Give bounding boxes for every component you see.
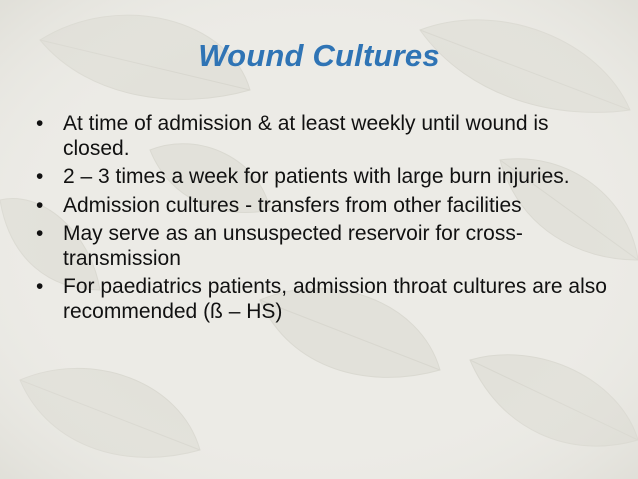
bullet-text: At time of admission & at least weekly until wound is closed. [63, 112, 549, 160]
bullet-item [36, 275, 616, 324]
bullet-dot-icon: • [36, 165, 44, 188]
bullet-dot-icon: • [36, 275, 44, 298]
bullet-text: 2 – 3 times a week for patients with large burn injuries. [63, 165, 570, 188]
bullet-text: Admission cultures - transfers from other facilities [63, 193, 522, 217]
bullet-dot-icon: • [36, 193, 44, 217]
bullet-item [36, 194, 616, 219]
bullet-item [36, 165, 616, 190]
slide-title: Wound Cultures [198, 38, 440, 73]
bullet-dot-icon: • [36, 112, 44, 135]
bullet-text: For paediatrics patients, admission throat cultures are also recommended (ß – HS) [63, 275, 607, 323]
bullet-list [36, 112, 616, 328]
bullet-dot-icon: • [36, 222, 44, 245]
bullet-item [36, 222, 616, 271]
bullet-text: May serve as an unsuspected reservoir for cross-transmission [63, 222, 523, 270]
bullet-item [36, 112, 616, 161]
